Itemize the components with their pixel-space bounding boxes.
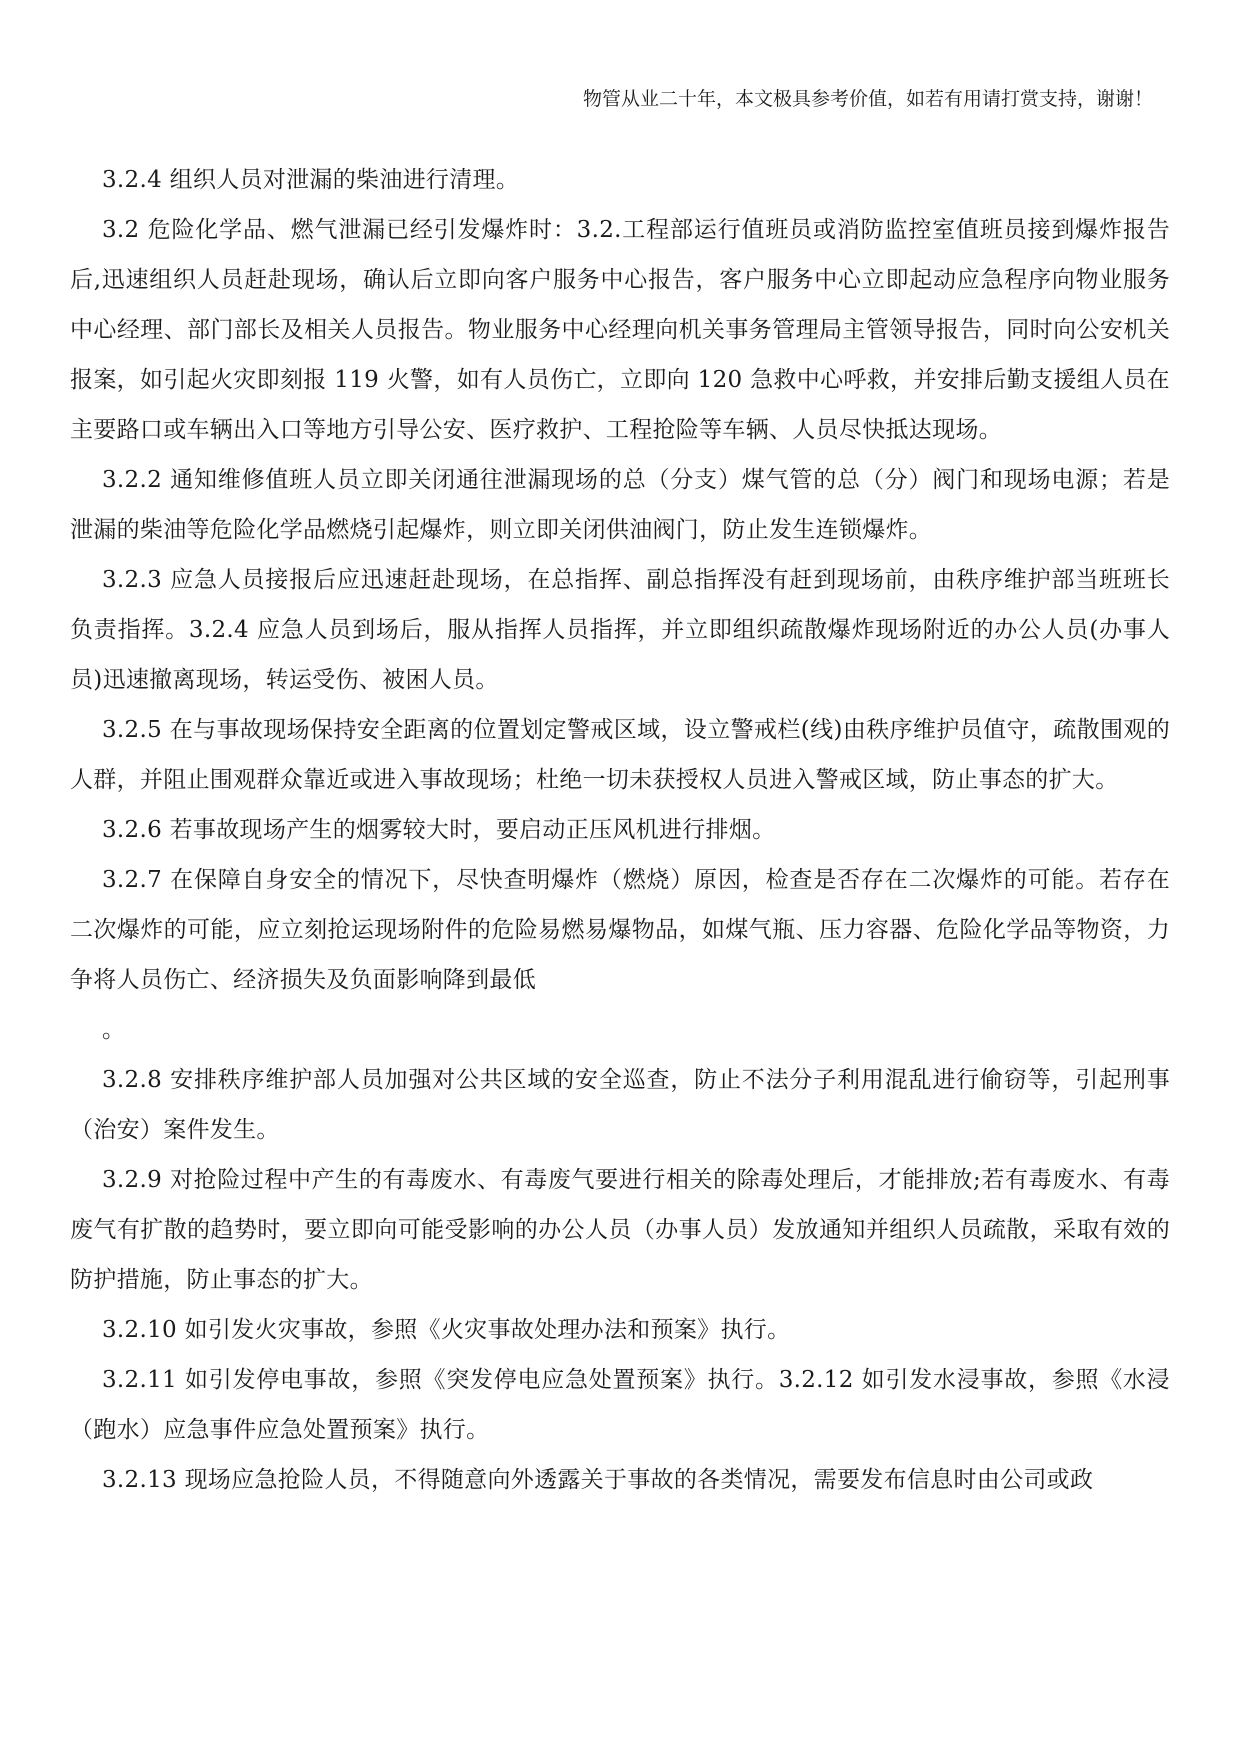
document-body — [70, 155, 1170, 1505]
paragraph-3-2-11: 3.2.11 如引发停电事故，参照《突发停电应急处置预案》执行。3.2.12 如引发水浸事故，参照《水浸（跑水）应急事件应急处置预案》执行。 — [70, 1367, 1170, 1443]
paragraph-3-2-4-cleanup: 3.2.4 组织人员对泄漏的柴油进行清理。 — [102, 167, 520, 193]
paragraph-3-2-7: 3.2.7 在保障自身安全的情况下，尽快查明爆炸（燃烧）原因，检查是否存在二次爆炸的可能。若存在二次爆炸的可能，应立刻抢运现场附件的危险易燃易爆物品，如煤气瓶、压力容器、危险化学品等物资，力争将人员伤亡、经济损失及负面影响降到最低 — [70, 867, 1170, 993]
paragraph-3-2-6: 3.2.6 若事故现场产生的烟雾较大时，要启动正压风机进行排烟。 — [102, 817, 776, 843]
page-header-note: 物管从业二十年，本文极具参考价值，如若有用请打赏支持，谢谢！ — [582, 88, 1153, 110]
paragraph-3-2-2: 3.2.2 通知维修值班人员立即关闭通往泄漏现场的总（分支）煤气管的总（分）阀门和现场电源；若是泄漏的柴油等危险化学品燃烧引起爆炸，则立即关闭供油阀门，防止发生连锁爆炸。 — [70, 467, 1170, 543]
paragraph-3-2-5: 3.2.5 在与事故现场保持安全距离的位置划定警戒区域，设立警戒栏(线)由秩序维护员值守，疏散围观的人群，并阻止围观群众靠近或进入事故现场；杜绝一切未获授权人员进入警戒区域，防止事态的扩大。 — [70, 717, 1170, 793]
paragraph-3-2-10: 3.2.10 如引发火灾事故，参照《火灾事故处理办法和预案》执行。 — [102, 1317, 791, 1343]
paragraph-3-2-13: 3.2.13 现场应急抢险人员，不得随意向外透露关于事故的各类情况，需要发布信息时由公司或政 — [102, 1467, 1094, 1493]
paragraph-3-2-3: 3.2.3 应急人员接报后应迅速赶赴现场，在总指挥、副总指挥没有赶到现场前，由秩序维护部当班班长负责指挥。3.2.4 应急人员到场后，服从指挥人员指挥，并立即组织疏散爆炸现场附近的办公人员(办事人员)迅速撤离现场，转运受伤、被困人员。 — [70, 567, 1170, 693]
paragraph-3-2-explosion: 3.2 危险化学品、燃气泄漏已经引发爆炸时：3.2.工程部运行值班员或消防监控室值班员接到爆炸报告后,迅速组织人员赶赴现场，确认后立即向客户服务中心报告，客户服务中心立即起动应急程序向物业服务中心经理、部门部长及相关人员报告。物业服务中心经理向机关事务管理局主管领导报告，同时向公安机关报案，如引起火灾即刻报 119 火警，如有人员伤亡，立即向 120 急救中心呼救，并安排后勤支援组人员在主要路口或车辆出入口等地方引导公安、医疗救护、工程抢险等车辆、人员尽快抵达现场。 — [70, 217, 1170, 443]
paragraph-stray-period: 。 — [102, 1017, 126, 1043]
paragraph-3-2-8: 3.2.8 安排秩序维护部人员加强对公共区域的安全巡查，防止不法分子利用混乱进行偷窃等，引起刑事（治安）案件发生。 — [70, 1067, 1170, 1143]
paragraph-3-2-9: 3.2.9 对抢险过程中产生的有毒废水、有毒废气要进行相关的除毒处理后，才能排放;若有毒废水、有毒废气有扩散的趋势时，要立即向可能受影响的办公人员（办事人员）发放通知并组织人员疏散，采取有效的防护措施，防止事态的扩大。 — [70, 1167, 1170, 1293]
